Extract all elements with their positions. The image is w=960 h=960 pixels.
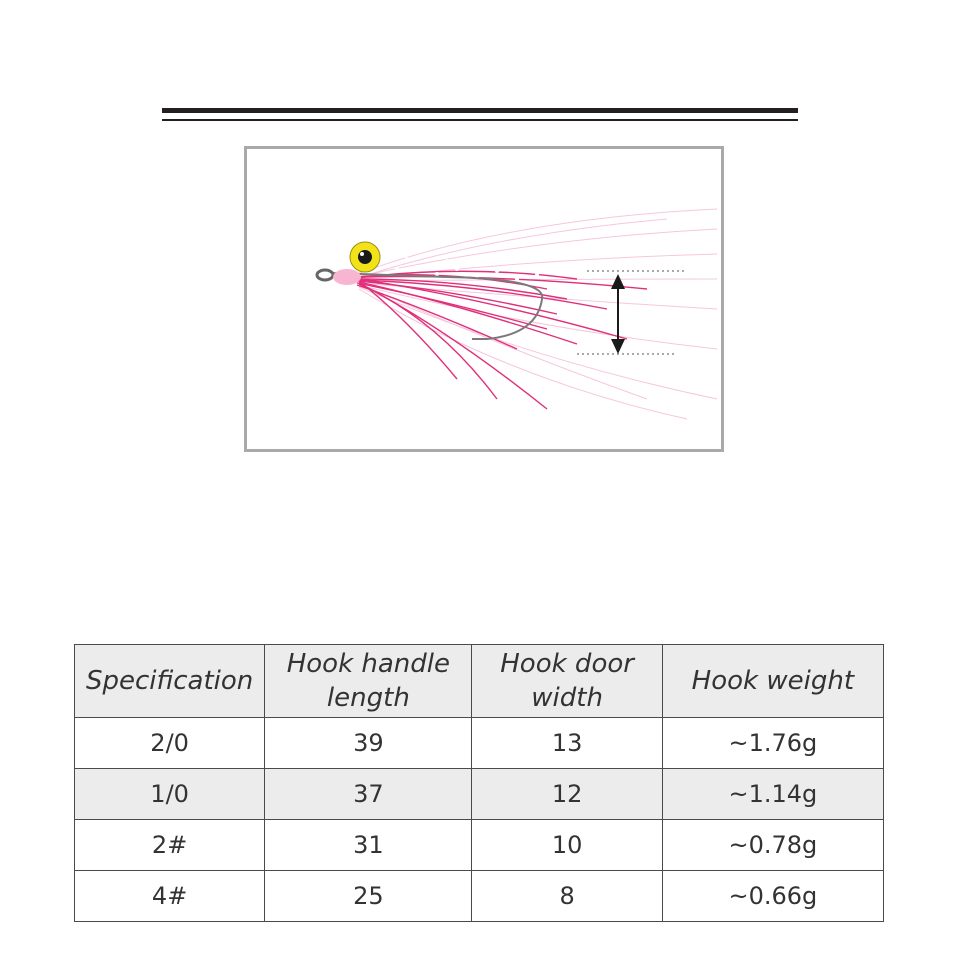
cell-specification: 2/0 (75, 718, 265, 769)
cell-specification: 2# (75, 820, 265, 871)
cell-door-width: 8 (472, 871, 662, 922)
cell-door-width: 10 (472, 820, 662, 871)
specification-table (74, 644, 884, 922)
table-header-row (75, 645, 884, 718)
table-row (75, 871, 884, 922)
cell-weight: ~1.14g (662, 769, 883, 820)
cell-weight: ~0.78g (662, 820, 883, 871)
fishing-fly-lure-icon (247, 149, 721, 449)
cell-door-width: 12 (472, 769, 662, 820)
cell-specification: 1/0 (75, 769, 265, 820)
lure-head-wrap (333, 269, 361, 285)
top-rule-thick (162, 108, 798, 113)
cell-handle-length: 37 (265, 769, 472, 820)
cell-handle-length: 25 (265, 871, 472, 922)
top-rule-thin (162, 119, 798, 121)
cell-handle-length: 39 (265, 718, 472, 769)
table-row (75, 769, 884, 820)
lure-body-fibers (357, 271, 647, 409)
product-photo (244, 146, 724, 452)
table-row (75, 718, 884, 769)
cell-weight: ~0.66g (662, 871, 883, 922)
header-hook-handle-length: Hook handle length (265, 645, 472, 718)
cell-weight: ~1.76g (662, 718, 883, 769)
double-arrow-icon (577, 271, 687, 354)
cell-door-width: 13 (472, 718, 662, 769)
header-specification: Specification (75, 645, 265, 718)
header-hook-door-width: Hook door width (472, 645, 662, 718)
hook-eye (317, 270, 333, 280)
header-hook-weight: Hook weight (662, 645, 883, 718)
cell-handle-length: 31 (265, 820, 472, 871)
cell-specification: 4# (75, 871, 265, 922)
table-row (75, 820, 884, 871)
